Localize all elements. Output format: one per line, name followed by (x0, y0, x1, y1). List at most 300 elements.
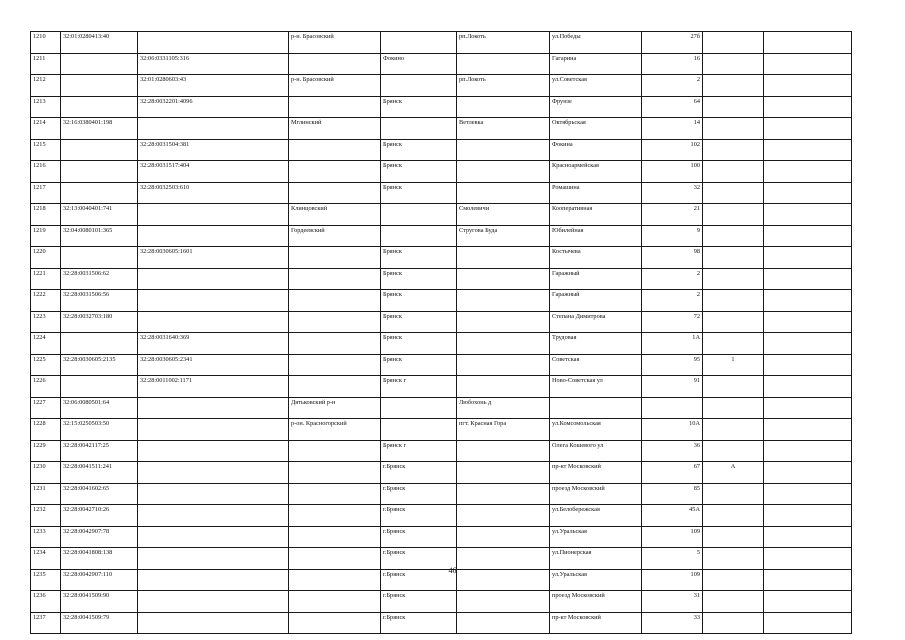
cell-house-number: 32 (642, 182, 703, 204)
table-body (31, 32, 852, 634)
cell-settlement (457, 376, 550, 398)
cell-settlement (457, 462, 550, 484)
cell-extra (764, 96, 852, 118)
cell-district (289, 462, 381, 484)
cell-district (289, 376, 381, 398)
cell-cadastral-number: 32:13:0040401:741 (61, 204, 138, 226)
cell-settlement (457, 268, 550, 290)
cell-cadastral-number-2 (138, 118, 289, 140)
cell-extra (764, 268, 852, 290)
cell-extra (764, 290, 852, 312)
cell-house-number: 102 (642, 139, 703, 161)
cell-house-number: 1А (642, 333, 703, 355)
cell-street: Ромашина (550, 182, 642, 204)
cell-building (703, 225, 764, 247)
cell-building (703, 96, 764, 118)
cell-street: пр-кт Московский (550, 612, 642, 634)
cell-house-number: 16 (642, 53, 703, 75)
cell-settlement: Любохонь д (457, 397, 550, 419)
cell-cadastral-number-2 (138, 290, 289, 312)
table-row (31, 440, 852, 462)
cell-district (289, 53, 381, 75)
cell-house-number: 45А (642, 505, 703, 527)
cell-street: Олега Кошевого ул (550, 440, 642, 462)
cell-house-number: 14 (642, 118, 703, 140)
cell-house-number: 33 (642, 612, 703, 634)
cell-cadastral-number (61, 182, 138, 204)
cell-street: Кооперативная (550, 204, 642, 226)
cell-building (703, 75, 764, 97)
cell-extra (764, 397, 852, 419)
cell-cadastral-number (61, 376, 138, 398)
cell-city: Брянск (381, 311, 457, 333)
table-row (31, 96, 852, 118)
cell-extra (764, 225, 852, 247)
cell-city (381, 225, 457, 247)
cell-city: г.Брянск (381, 591, 457, 613)
cell-extra (764, 247, 852, 269)
cell-row-number: 1232 (31, 505, 61, 527)
cell-cadastral-number-2 (138, 32, 289, 54)
cell-street: проезд Московский (550, 483, 642, 505)
cell-cadastral-number-2: 32:28:0032201:4096 (138, 96, 289, 118)
cell-district (289, 182, 381, 204)
cell-cadastral-number (61, 139, 138, 161)
cell-district (289, 268, 381, 290)
cell-row-number: 1228 (31, 419, 61, 441)
cell-street: Гаражный (550, 290, 642, 312)
table-row (31, 354, 852, 376)
table-row (31, 268, 852, 290)
cell-city: г.Брянск (381, 483, 457, 505)
cell-row-number: 1213 (31, 96, 61, 118)
cell-row-number: 1216 (31, 161, 61, 183)
cell-extra (764, 526, 852, 548)
cell-city: г.Брянск (381, 462, 457, 484)
cell-cadastral-number-2 (138, 483, 289, 505)
cell-city: Брянск (381, 96, 457, 118)
cell-settlement: Ветлевка (457, 118, 550, 140)
cell-building (703, 247, 764, 269)
cell-row-number: 1217 (31, 182, 61, 204)
cell-cadastral-number (61, 75, 138, 97)
cell-street: Ново-Советская ул (550, 376, 642, 398)
cell-row-number: 1236 (31, 591, 61, 613)
cell-row-number: 1225 (31, 354, 61, 376)
cell-row-number: 1222 (31, 290, 61, 312)
cell-row-number: 1212 (31, 75, 61, 97)
cell-house-number: 36 (642, 440, 703, 462)
cell-cadastral-number (61, 161, 138, 183)
cell-district: Гордеевский (289, 225, 381, 247)
cell-house-number: 64 (642, 96, 703, 118)
cell-city: г.Брянск (381, 569, 457, 591)
cell-cadastral-number-2 (138, 440, 289, 462)
cell-house-number: 5 (642, 548, 703, 570)
cell-cadastral-number: 32:28:0042710:26 (61, 505, 138, 527)
cell-house-number: 109 (642, 526, 703, 548)
cell-settlement (457, 354, 550, 376)
cell-city: г.Брянск (381, 548, 457, 570)
cell-street: ул.Уральская (550, 526, 642, 548)
table-row (31, 32, 852, 54)
cell-extra (764, 182, 852, 204)
cell-extra (764, 53, 852, 75)
cell-building (703, 118, 764, 140)
cell-cadastral-number: 32:28:0031506:56 (61, 290, 138, 312)
cell-row-number: 1223 (31, 311, 61, 333)
cell-city: Брянск (381, 247, 457, 269)
cell-cadastral-number-2 (138, 268, 289, 290)
cell-city: г.Брянск (381, 526, 457, 548)
cell-building (703, 440, 764, 462)
cell-cadastral-number-2 (138, 397, 289, 419)
cell-building (703, 591, 764, 613)
cell-city: Брянск (381, 354, 457, 376)
table-row (31, 376, 852, 398)
cell-city: Брянск г (381, 440, 457, 462)
cell-row-number: 1220 (31, 247, 61, 269)
cell-house-number (642, 397, 703, 419)
cell-house-number: 31 (642, 591, 703, 613)
cell-building (703, 290, 764, 312)
cell-settlement (457, 53, 550, 75)
cell-cadastral-number-2: 32:28:0031504:381 (138, 139, 289, 161)
cell-cadastral-number: 32:28:0030605:2135 (61, 354, 138, 376)
cell-cadastral-number-2: 32:28:0031517:404 (138, 161, 289, 183)
cell-city: г.Брянск (381, 612, 457, 634)
cell-row-number: 1218 (31, 204, 61, 226)
cell-settlement: рп.Локоть (457, 75, 550, 97)
cell-district (289, 139, 381, 161)
cell-cadastral-number-2: 32:28:0011002:1171 (138, 376, 289, 398)
cell-street: ул.Советская (550, 75, 642, 97)
cell-cadastral-number: 32:28:0041808:138 (61, 548, 138, 570)
cell-city (381, 419, 457, 441)
cell-city (381, 32, 457, 54)
table-row (31, 53, 852, 75)
cell-cadastral-number (61, 96, 138, 118)
cell-district: Мглинский (289, 118, 381, 140)
cell-row-number: 1234 (31, 548, 61, 570)
cell-row-number: 1210 (31, 32, 61, 54)
cell-row-number: 1224 (31, 333, 61, 355)
cell-settlement (457, 483, 550, 505)
cell-building (703, 32, 764, 54)
cell-extra (764, 462, 852, 484)
cell-district (289, 333, 381, 355)
cell-city: Брянск (381, 182, 457, 204)
cell-row-number: 1229 (31, 440, 61, 462)
cell-cadastral-number: 32:28:0042117:25 (61, 440, 138, 462)
cell-house-number: 10А (642, 419, 703, 441)
cell-district: Клинцовский (289, 204, 381, 226)
cell-house-number: 67 (642, 462, 703, 484)
cell-settlement (457, 333, 550, 355)
cell-extra (764, 419, 852, 441)
cell-extra (764, 612, 852, 634)
cell-street: Юбилейная (550, 225, 642, 247)
cell-street: ул.Пионерская (550, 548, 642, 570)
cell-city: Брянск (381, 290, 457, 312)
register-table (30, 31, 852, 634)
cell-house-number: 91 (642, 376, 703, 398)
cell-district (289, 96, 381, 118)
cell-cadastral-number: 32:28:0031506:62 (61, 268, 138, 290)
cell-row-number: 1214 (31, 118, 61, 140)
cell-cadastral-number: 32:06:0080501:64 (61, 397, 138, 419)
cell-cadastral-number: 32:04:0080101:365 (61, 225, 138, 247)
cell-settlement: Смолевичи (457, 204, 550, 226)
cell-building (703, 483, 764, 505)
table-row (31, 333, 852, 355)
table-row (31, 483, 852, 505)
cell-cadastral-number: 32:28:0042907:78 (61, 526, 138, 548)
cell-street: ул.Белобережская (550, 505, 642, 527)
cell-city: Фокино (381, 53, 457, 75)
cell-settlement (457, 247, 550, 269)
table-row (31, 75, 852, 97)
cell-street: ул.Уральская (550, 569, 642, 591)
cell-cadastral-number: 32:28:0041509:79 (61, 612, 138, 634)
cell-cadastral-number-2: 32:28:0030605:2341 (138, 354, 289, 376)
cell-row-number: 1221 (31, 268, 61, 290)
cell-settlement: пгт. Красная Гора (457, 419, 550, 441)
cell-cadastral-number (61, 53, 138, 75)
cell-city: Брянск (381, 139, 457, 161)
cell-row-number: 1215 (31, 139, 61, 161)
cell-settlement (457, 526, 550, 548)
cell-district: р-н. Брасовский (289, 32, 381, 54)
cell-city (381, 204, 457, 226)
table-row (31, 311, 852, 333)
cell-settlement (457, 612, 550, 634)
cell-cadastral-number-2 (138, 591, 289, 613)
cell-building (703, 139, 764, 161)
cell-district (289, 354, 381, 376)
cell-cadastral-number: 32:28:0042907:110 (61, 569, 138, 591)
cell-building (703, 419, 764, 441)
cell-cadastral-number: 32:28:0041509:90 (61, 591, 138, 613)
cell-district: р-н. Брасовский (289, 75, 381, 97)
cell-street: Советская (550, 354, 642, 376)
cell-city: г.Брянск (381, 505, 457, 527)
cell-city: Брянск (381, 268, 457, 290)
cell-row-number: 1237 (31, 612, 61, 634)
cell-house-number: 85 (642, 483, 703, 505)
cell-district (289, 161, 381, 183)
cell-extra (764, 440, 852, 462)
table-row (31, 290, 852, 312)
cell-street: Костычева (550, 247, 642, 269)
cell-street: Гагарина (550, 53, 642, 75)
cell-settlement (457, 591, 550, 613)
table-row (31, 419, 852, 441)
cell-street: ул.Победы (550, 32, 642, 54)
cell-district (289, 440, 381, 462)
cell-extra (764, 333, 852, 355)
cell-extra (764, 204, 852, 226)
cell-district (289, 483, 381, 505)
cell-building (703, 182, 764, 204)
cell-building: 1 (703, 354, 764, 376)
cell-city (381, 397, 457, 419)
cell-cadastral-number-2 (138, 204, 289, 226)
cell-house-number: 21 (642, 204, 703, 226)
cell-row-number: 1227 (31, 397, 61, 419)
cell-street: Гаражный (550, 268, 642, 290)
table-row (31, 612, 852, 634)
cell-cadastral-number: 32:16:0380401:198 (61, 118, 138, 140)
cell-house-number: 100 (642, 161, 703, 183)
cell-row-number: 1231 (31, 483, 61, 505)
cell-cadastral-number (61, 247, 138, 269)
cell-street: Степана Димитрова (550, 311, 642, 333)
page-number: 46 (448, 566, 457, 575)
cell-cadastral-number: 32:01:0280413:40 (61, 32, 138, 54)
cell-house-number: 2 (642, 268, 703, 290)
cell-district: р-он. Красногорский (289, 419, 381, 441)
cell-district (289, 290, 381, 312)
cell-extra (764, 505, 852, 527)
cell-settlement (457, 161, 550, 183)
cell-street: Фокина (550, 139, 642, 161)
cell-settlement: Струговa Буда (457, 225, 550, 247)
cell-settlement (457, 290, 550, 312)
cell-extra (764, 161, 852, 183)
cell-extra (764, 354, 852, 376)
cell-row-number: 1235 (31, 569, 61, 591)
cell-row-number: 1233 (31, 526, 61, 548)
table-row (31, 526, 852, 548)
cell-cadastral-number-2 (138, 419, 289, 441)
table-row (31, 118, 852, 140)
table-row (31, 204, 852, 226)
cell-cadastral-number-2 (138, 505, 289, 527)
cell-building (703, 204, 764, 226)
cell-cadastral-number-2: 32:28:0031640:369 (138, 333, 289, 355)
cell-street: Трудовая (550, 333, 642, 355)
table-row (31, 139, 852, 161)
cell-district (289, 526, 381, 548)
cell-district (289, 612, 381, 634)
table-row (31, 505, 852, 527)
document-page (30, 31, 851, 634)
cell-cadastral-number: 32:28:0041602:65 (61, 483, 138, 505)
cell-district (289, 591, 381, 613)
cell-extra (764, 32, 852, 54)
cell-building (703, 311, 764, 333)
cell-city (381, 118, 457, 140)
cell-settlement (457, 96, 550, 118)
cell-house-number: 2 (642, 290, 703, 312)
cell-cadastral-number-2: 32:01:0280603:43 (138, 75, 289, 97)
table-row (31, 462, 852, 484)
cell-cadastral-number-2 (138, 311, 289, 333)
cell-district (289, 247, 381, 269)
cell-cadastral-number-2 (138, 526, 289, 548)
cell-extra (764, 75, 852, 97)
cell-cadastral-number-2 (138, 225, 289, 247)
cell-street (550, 397, 642, 419)
cell-district (289, 311, 381, 333)
cell-extra (764, 118, 852, 140)
cell-building (703, 333, 764, 355)
cell-building (703, 53, 764, 75)
cell-street: проезд Московский (550, 591, 642, 613)
cell-building (703, 505, 764, 527)
cell-extra (764, 591, 852, 613)
cell-city: Брянск (381, 333, 457, 355)
cell-settlement (457, 440, 550, 462)
cell-house-number: 95 (642, 354, 703, 376)
table-row (31, 591, 852, 613)
cell-cadastral-number: 32:15:0250503:50 (61, 419, 138, 441)
table-row (31, 161, 852, 183)
cell-cadastral-number (61, 333, 138, 355)
cell-street: пр-кт Московский (550, 462, 642, 484)
cell-extra (764, 376, 852, 398)
cell-building (703, 268, 764, 290)
cell-building (703, 612, 764, 634)
cell-cadastral-number-2: 32:28:0030605:1601 (138, 247, 289, 269)
cell-house-number: 109 (642, 569, 703, 591)
cell-district (289, 505, 381, 527)
cell-house-number: 27б (642, 32, 703, 54)
cell-cadastral-number-2 (138, 462, 289, 484)
cell-extra (764, 483, 852, 505)
cell-house-number: 9 (642, 225, 703, 247)
cell-settlement (457, 139, 550, 161)
table-row (31, 182, 852, 204)
cell-cadastral-number: 32:28:0032703:180 (61, 311, 138, 333)
cell-row-number: 1226 (31, 376, 61, 398)
cell-building (703, 397, 764, 419)
cell-house-number: 72 (642, 311, 703, 333)
cell-cadastral-number-2 (138, 612, 289, 634)
cell-extra (764, 139, 852, 161)
cell-row-number: 1230 (31, 462, 61, 484)
cell-street: ул.Комсомольская (550, 419, 642, 441)
cell-street: Октябрьская (550, 118, 642, 140)
table-row (31, 247, 852, 269)
cell-settlement (457, 505, 550, 527)
cell-row-number: 1211 (31, 53, 61, 75)
cell-settlement: рп.Локоть (457, 32, 550, 54)
table-row (31, 397, 852, 419)
cell-settlement (457, 182, 550, 204)
cell-city (381, 75, 457, 97)
cell-house-number: 2 (642, 75, 703, 97)
cell-cadastral-number-2: 32:06:0331105:316 (138, 53, 289, 75)
cell-city: Брянск (381, 161, 457, 183)
cell-city: Брянск г (381, 376, 457, 398)
cell-street: Красноармейская (550, 161, 642, 183)
cell-cadastral-number-2: 32:28:0032503:610 (138, 182, 289, 204)
cell-building (703, 526, 764, 548)
cell-street: Фрунзе (550, 96, 642, 118)
table-row (31, 225, 852, 247)
cell-cadastral-number: 32:28:0041511:241 (61, 462, 138, 484)
cell-district: Дятьковский р-н (289, 397, 381, 419)
cell-row-number: 1219 (31, 225, 61, 247)
cell-extra (764, 311, 852, 333)
cell-settlement (457, 311, 550, 333)
cell-house-number: 98 (642, 247, 703, 269)
cell-building: А (703, 462, 764, 484)
cell-building (703, 161, 764, 183)
cell-building (703, 376, 764, 398)
